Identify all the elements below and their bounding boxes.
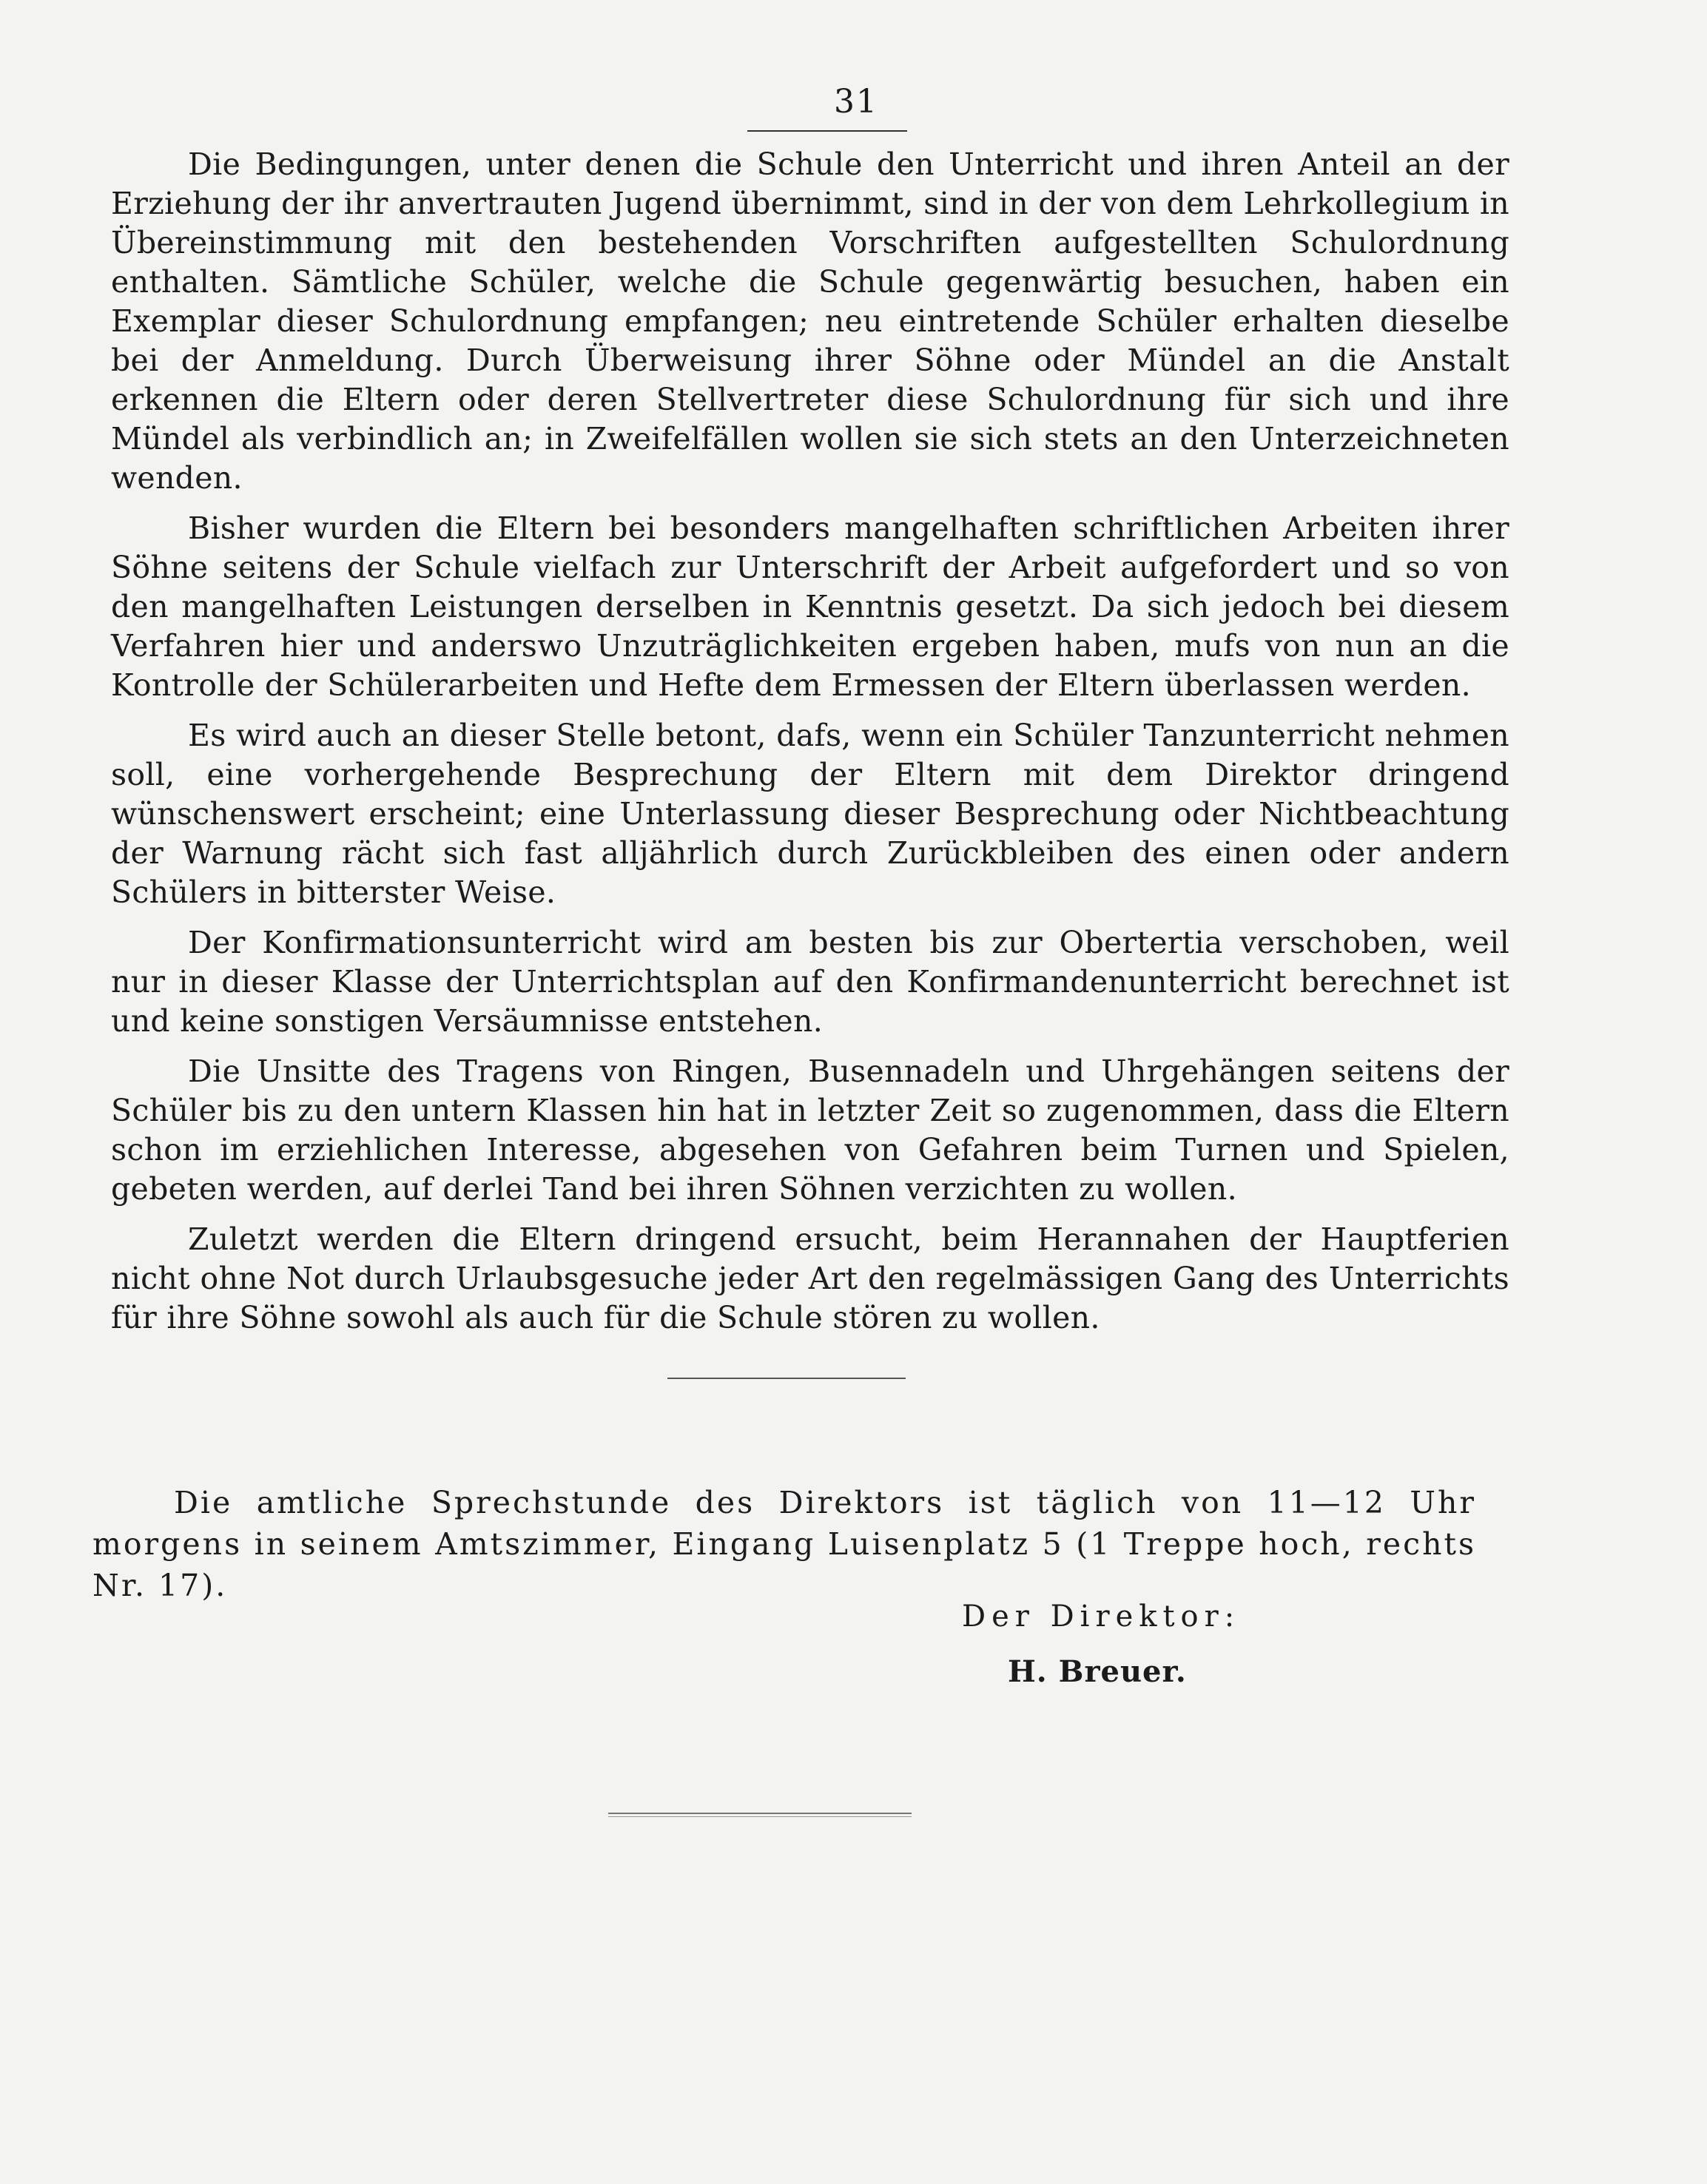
middle-divider <box>667 1378 906 1379</box>
signature-name: H. Breuer. <box>1008 1654 1187 1689</box>
paragraph: Der Konfirmationsunterricht wird am besten bis zur Obertertia verschoben, weil nur in dieser Klasse der Unterrichtsplan auf den Konfirmandenunterricht berechnet ist und keine sonstigen Versäumnisse entstehen. <box>111 925 1509 1039</box>
office-hours-note: Die amtliche Sprechstunde des Direktors ist täglich von 11—12 Uhr morgens in seinem Amtszimmer, Eingang Luisenplatz 5 (1 Treppe hoch, rechts Nr. 17). <box>92 1485 1476 1603</box>
bottom-divider <box>608 1813 912 1817</box>
paragraph: Die Unsitte des Tragens von Ringen, Busennadeln und Uhrgehängen seitens der Schüler bis zu den untern Klassen hin hat in letzter Zeit so zugenommen, dass die Eltern schon im erziehlichen Interesse, abgesehen von Gefahren beim Turnen und Spielen, gebeten werden, auf derlei Tand bei ihren Söhnen verzichten zu wollen. <box>111 1054 1509 1207</box>
paragraph: Zuletzt werden die Eltern dringend ersucht, beim Herannahen der Hauptferien nicht ohne Not durch Urlaubsgesuche jeder Art den regelmässigen Gang des Unterrichts für ihre Söhne sowohl als auch für die Schule stören zu wollen. <box>111 1221 1509 1335</box>
signature-title: Der Direktor: <box>962 1600 1241 1634</box>
paragraph: Bisher wurden die Eltern bei besonders mangelhaften schriftlichen Arbeiten ihrer Söhne seitens der Schule vielfach zur Unterschrift der Arbeit aufgefordert und so von den mangelhaften Leistungen derselben in Kenntnis gesetzt. Da sich jedoch bei diesem Verfahren hier und anderswo Unzuträglichkeiten ergeben haben, mufs von nun an die Kontrolle der Schülerarbeiten und Hefte dem Ermessen der Eltern überlassen werden. <box>111 510 1509 703</box>
paragraph: Es wird auch an dieser Stelle betont, dafs, wenn ein Schüler Tanzunterricht nehmen soll, eine vorhergehende Besprechung der Eltern mit dem Direktor dringend wünschenswert erscheint; eine Unterlassung dieser Besprechung oder Nichtbeachtung der Warnung rächt sich fast alljährlich durch Zurückbleiben des einen oder andern Schülers in bitterster Weise. <box>111 718 1509 910</box>
top-divider <box>747 130 907 132</box>
body-text <box>111 145 1509 1349</box>
page-number: 31 <box>834 83 878 121</box>
paragraph: Die Bedingungen, unter denen die Schule den Unterricht und ihren Anteil an der Erziehung der ihr anvertrauten Jugend übernimmt, sind in der von dem Lehrkollegium in Übereinstimmung mit den bestehenden Vorschriften aufgestellten Schulordnung enthalten. Sämtliche Schüler, welche die Schule gegenwärtig besuchen, haben ein Exemplar dieser Schulordnung empfangen; neu eintretende Schüler erhalten dieselbe bei der Anmeldung. Durch Überweisung ihrer Söhne oder Mündel an die Anstalt erkennen die Eltern oder deren Stellvertreter diese Schulordnung für sich und ihre Mündel als verbindlich an; in Zweifelfällen wollen sie sich stets an den Unterzeichneten wenden. <box>111 146 1509 496</box>
